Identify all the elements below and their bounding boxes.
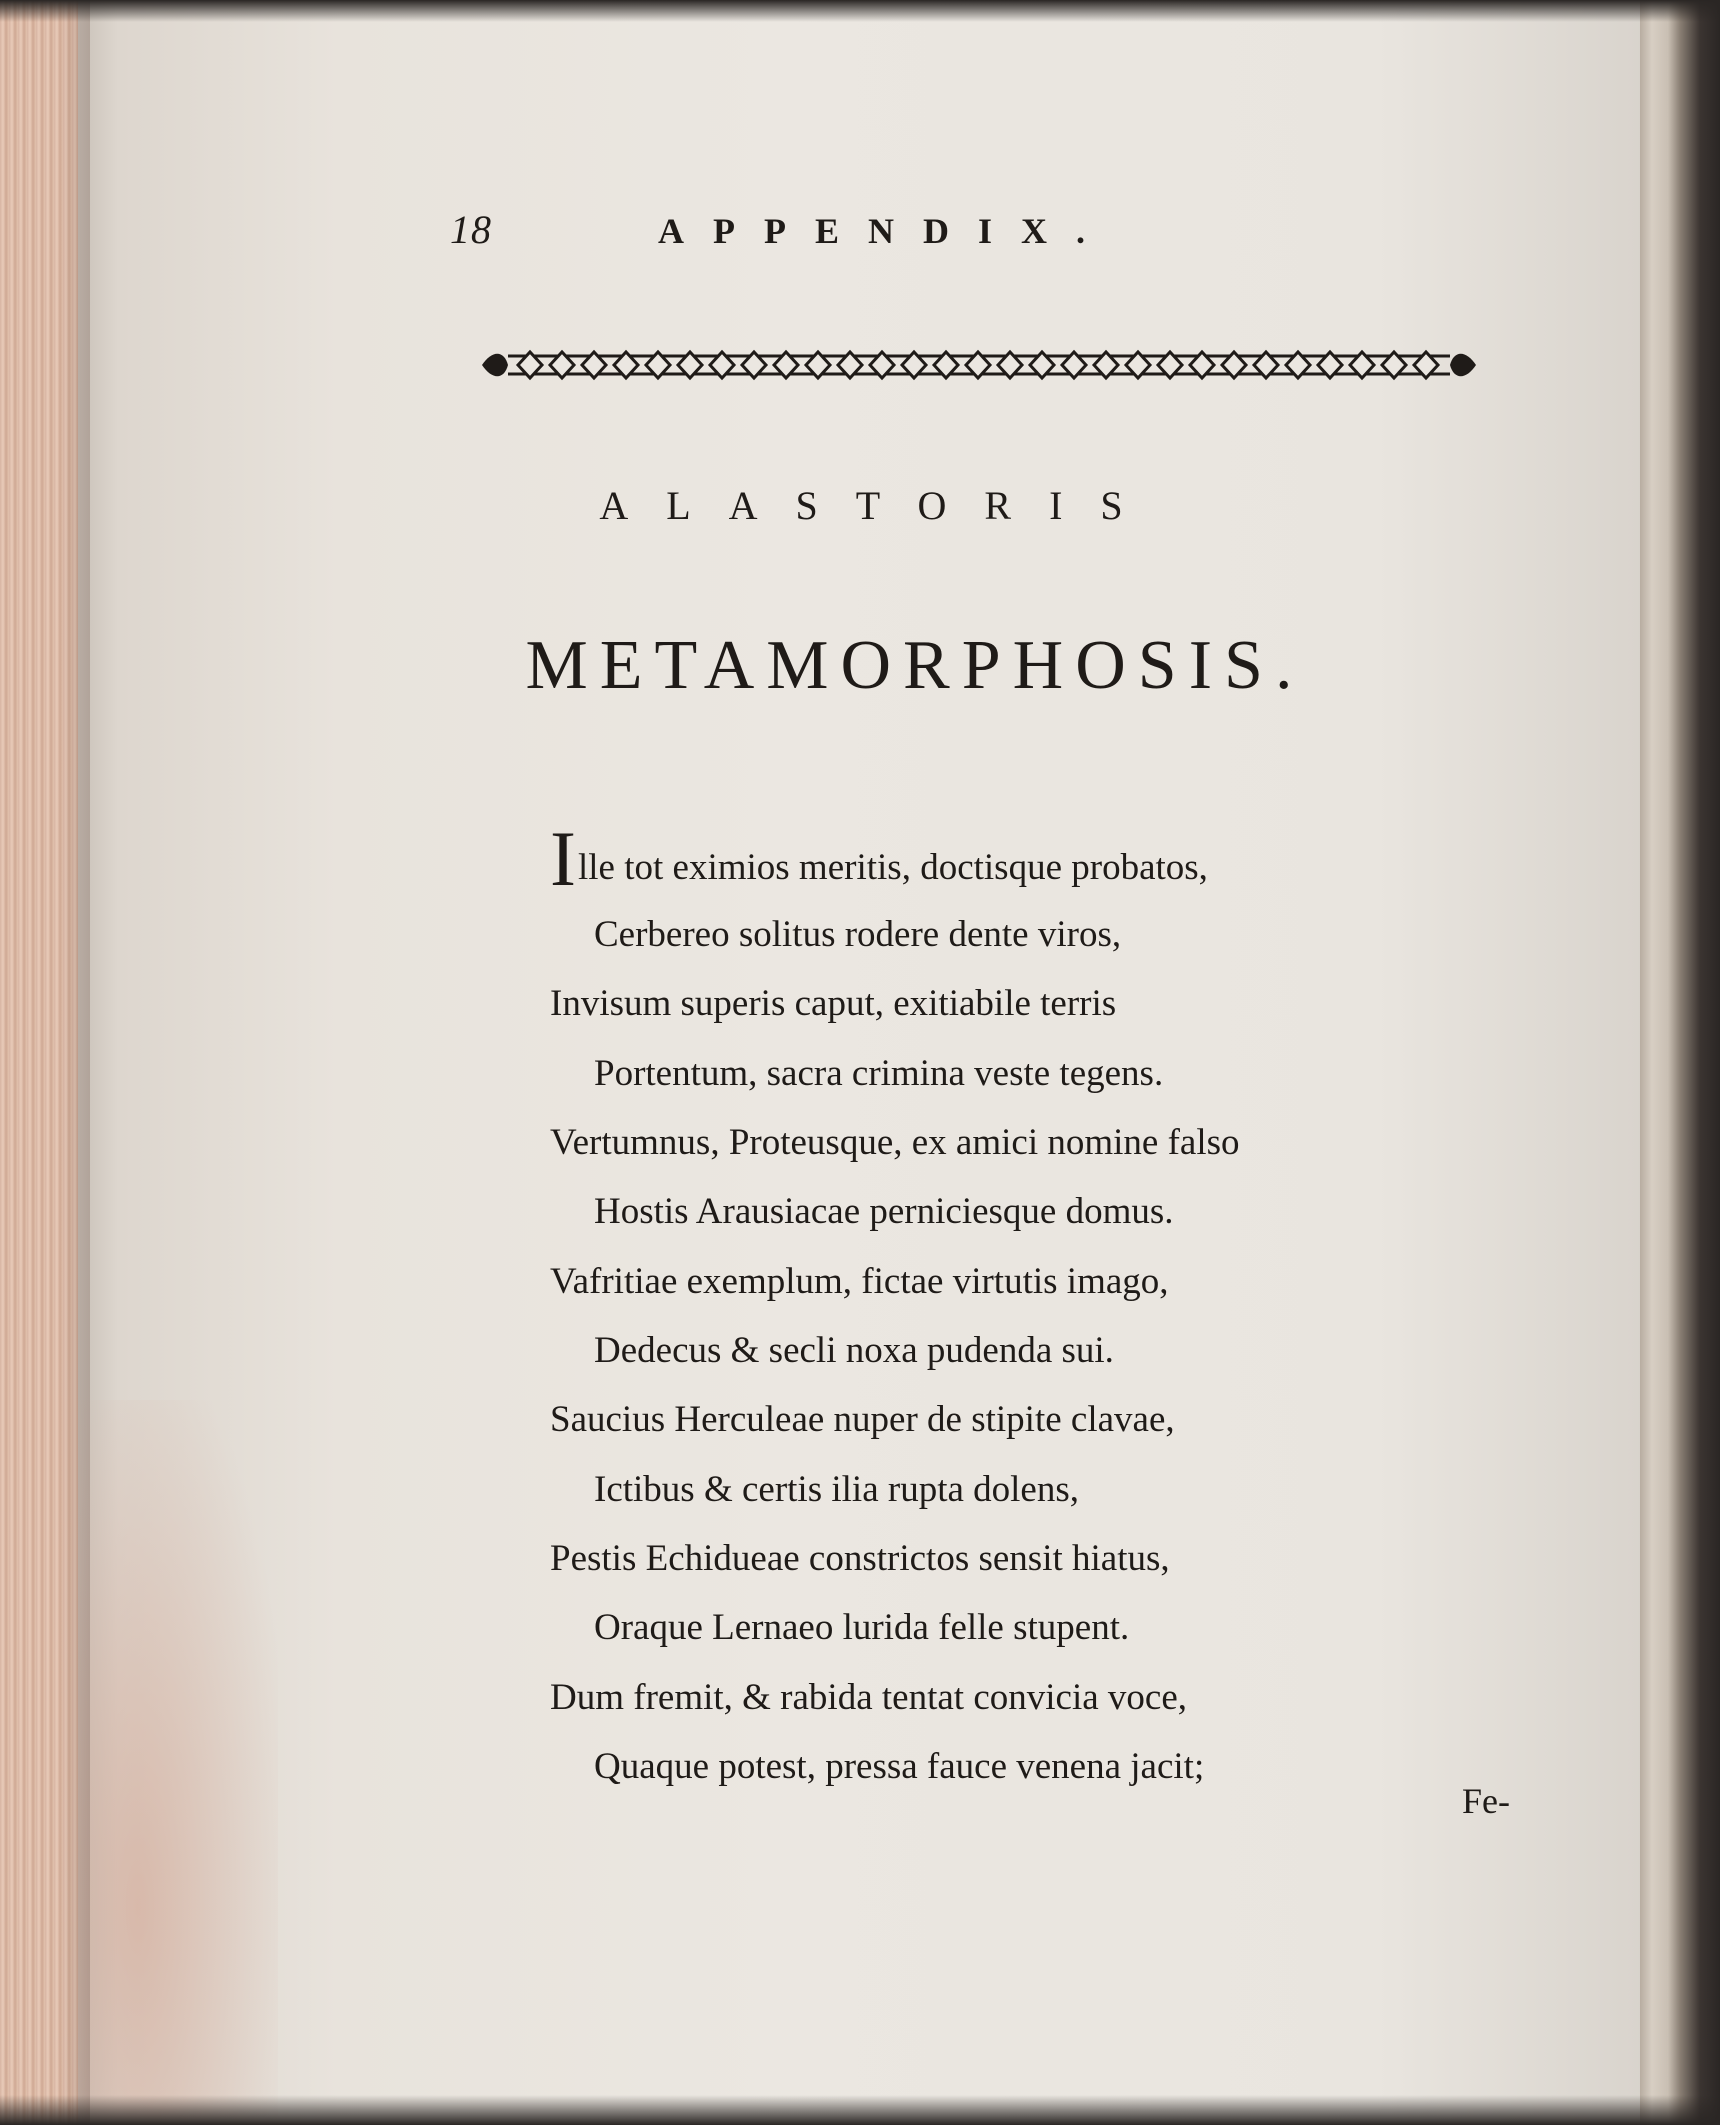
page-number: 18	[450, 207, 492, 252]
poem-line-2: Cerbereo solitus rodere dente viros,	[594, 914, 1122, 955]
poem-line-7: Vafritiae exemplum, fictae virtutis imago,	[550, 1261, 1169, 1302]
ornament-right-end	[1450, 354, 1476, 377]
poem-line-10: Ictibus & certis ilia rupta dolens,	[594, 1469, 1079, 1510]
running-head	[450, 206, 1330, 266]
catchword: Fe-	[1462, 1781, 1510, 1821]
running-head-title: APPENDIX.	[658, 211, 1114, 251]
poem-line-6: Hostis Arausiacae perniciesque domus.	[594, 1191, 1174, 1232]
poem-line-14: Quaque potest, pressa fauce venena jacit;	[594, 1746, 1205, 1787]
poem-line-8: Dedecus & secli noxa pudenda sui.	[594, 1330, 1114, 1371]
poem-line-1	[550, 815, 1208, 902]
poem-line-5: Vertumnus, Proteusque, ex amici nomine falso	[550, 1122, 1240, 1163]
poem-line-9: Saucius Herculeae nuper de stipite clavae,	[550, 1399, 1175, 1440]
poem-line-3: Invisum superis caput, exitiabile terris	[550, 983, 1117, 1024]
ornament-left-end	[482, 354, 508, 377]
poem-line-11: Pestis Echidueae constrictos sensit hiatus,	[550, 1538, 1170, 1579]
ornament-rule	[478, 342, 1480, 388]
ornament-beads	[518, 352, 1438, 378]
subtitle: ALASTORIS	[599, 483, 1161, 528]
poem-line-4: Portentum, sacra crimina veste tegens.	[594, 1053, 1164, 1094]
poem-line-13: Dum fremit, & rabida tentat convicia voce,	[550, 1677, 1187, 1718]
drop-cap: I	[550, 815, 576, 902]
poem-line-12: Oraque Lernaeo lurida felle stupent.	[594, 1607, 1130, 1648]
poem-line-text: lle tot eximios meritis, doctisque probatos,	[577, 847, 1208, 888]
page-title: METAMORPHOSIS.	[525, 627, 1305, 704]
